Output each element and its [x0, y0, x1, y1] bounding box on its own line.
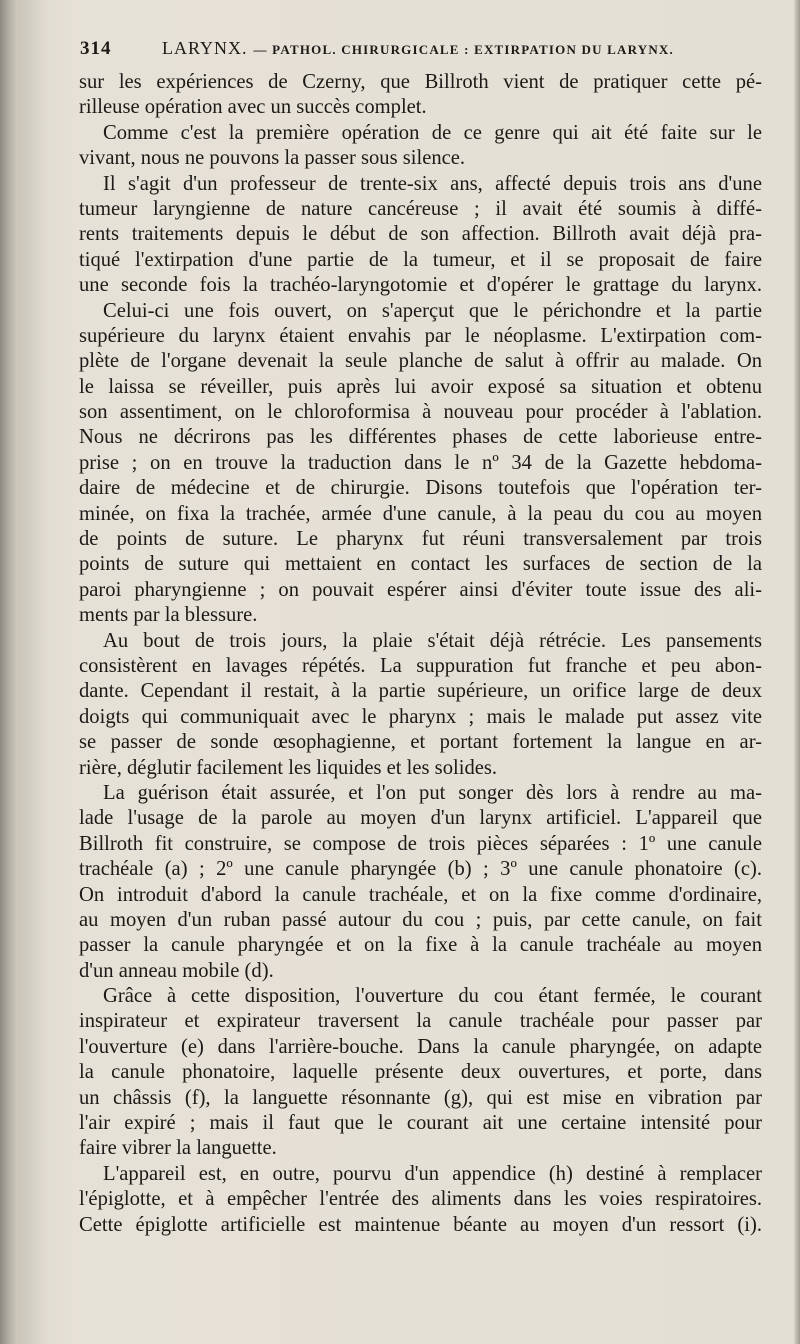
page-edge — [794, 0, 800, 1344]
text-line: inspirateur et expirateur traversent la canule trachéale pour passer par — [79, 1010, 762, 1033]
text-line: tumeur laryngienne de nature cancéreuse ; il avait été soumis à diffé- — [79, 197, 762, 220]
running-head — [80, 38, 770, 68]
running-head-title: LARYNX. — [162, 38, 248, 58]
text-line: la canule phonatoire, laquelle présente deux ouvertures, et porte, dans — [79, 1061, 762, 1084]
text-line: Billroth fit construire, se compose de trois pièces séparées : 1º une canule — [79, 832, 762, 855]
text-line: d'un anneau mobile (d). — [79, 959, 274, 982]
text-line: L'appareil est, en outre, pourvu d'un appendice (h) destiné à remplacer — [103, 1162, 762, 1185]
text-line: l'ouverture (e) dans l'arrière-bouche. Dans la canule pharyngée, on adapte — [79, 1035, 762, 1058]
text-line: passer la canule pharyngée et on la fixe à la canule trachéale au moyen — [79, 934, 762, 957]
text-line: Celui-ci une fois ouvert, on s'aperçut que le périchondre et la partie — [103, 299, 762, 322]
text-line: faire vibrer la languette. — [79, 1137, 277, 1160]
text-line: paroi pharyngienne ; on pouvait espérer ainsi d'éviter toute issue des ali- — [79, 578, 762, 601]
text-line: ments par la blessure. — [79, 604, 258, 627]
text-line: points de suture qui mettaient en contact les surfaces de section de la — [79, 553, 762, 576]
text-line: le laissa se réveiller, puis après lui avoir exposé sa situation et obtenu — [79, 375, 762, 398]
text-line: rilleuse opération avec un succès complet. — [79, 96, 427, 119]
text-line: lade l'usage de la parole au moyen d'un larynx artificiel. L'appareil que — [79, 807, 762, 830]
text-line: l'air expiré ; mais il faut que le courant ait une certaine intensité pour — [79, 1112, 762, 1135]
text-line: l'épiglotte, et à empêcher l'entrée des aliments dans les voies respiratoires. — [79, 1188, 762, 1211]
text-line: rière, déglutir facilement les liquides et les solides. — [79, 756, 498, 779]
text-line: Nous ne décrirons pas les différentes phases de cette laborieuse entre- — [79, 426, 762, 449]
text-line: consistèrent en lavages répétés. La suppuration fut franche et peu abon- — [79, 654, 762, 677]
text-line: de points de suture. Le pharynx fut réuni transversalement par trois — [79, 528, 762, 551]
text-line: Cette épiglotte artificielle est maintenue béante au moyen d'un ressort (i). — [79, 1213, 762, 1236]
text-line: Comme c'est la première opération de ce genre qui ait été faite sur le — [103, 121, 762, 144]
text-line: se passer de sonde œsophagienne, et portant fortement la langue en ar- — [79, 731, 762, 754]
body-text — [79, 70, 762, 1238]
text-line: sur les expériences de Czerny, que Billroth vient de pratiquer cette pé- — [79, 71, 762, 93]
text-line: tiqué l'extirpation d'une partie de la tumeur, et il se proposait de faire — [79, 248, 762, 271]
text-line: plète de l'organe devenait la seule planche de salut à offrir au malade. On — [79, 350, 762, 373]
text-line: supérieure du larynx étaient envahis par le néoplasme. L'extirpation com- — [79, 324, 762, 347]
text-line: au moyen d'un ruban passé autour du cou ; puis, par cette canule, on fait — [79, 908, 762, 931]
running-head-subtitle: — PATHOL. CHIRURGICALE : EXTIRPATION DU LARYNX. — [253, 42, 674, 57]
page-number: 314 — [80, 38, 112, 59]
text-line: minée, on fixa la trachée, armée d'une canule, à la peau du cou au moyen — [79, 502, 762, 525]
text-line: prise ; on en trouve la traduction dans le nº 34 de la Gazette hebdoma- — [79, 451, 762, 474]
text-line: son assentiment, on le chloroformisa à nouveau pour procéder à l'ablation. — [79, 401, 762, 424]
text-line: doigts qui communiquait avec le pharynx ; mais le malade put assez vite — [79, 705, 762, 728]
text-line: La guérison était assurée, et l'on put songer dès lors à rendre au ma- — [103, 781, 762, 804]
text-line: daire de médecine et de chirurgie. Disons toutefois que l'opération ter- — [79, 477, 762, 500]
text-line: On introduit d'abord la canule trachéale, et on la fixe comme d'ordinaire, — [79, 883, 762, 906]
text-line: vivant, nous ne pouvons la passer sous silence. — [79, 147, 466, 170]
text-line: Au bout de trois jours, la plaie s'était déjà rétrécie. Les pansements — [103, 629, 762, 652]
book-binding-shadow — [0, 0, 18, 1344]
text-line: Grâce à cette disposition, l'ouverture du cou étant fermée, le courant — [103, 985, 762, 1008]
text-line: un châssis (f), la languette résonnante (g), qui est mise en vibration par — [79, 1086, 762, 1109]
text-line: trachéale (a) ; 2º une canule pharyngée (b) ; 3º une canule phonatoire (c). — [79, 858, 762, 881]
text-line: Il s'agit d'un professeur de trente-six ans, affecté depuis trois ans d'une — [103, 172, 762, 195]
text-line: une seconde fois la trachéo-laryngotomie et d'opérer le grattage du larynx. — [79, 274, 762, 297]
text-line: dante. Cependant il restait, à la partie supérieure, un orifice large de deux — [79, 680, 762, 703]
text-line: rents traitements depuis le début de son affection. Billroth avait déjà pra- — [79, 223, 762, 246]
